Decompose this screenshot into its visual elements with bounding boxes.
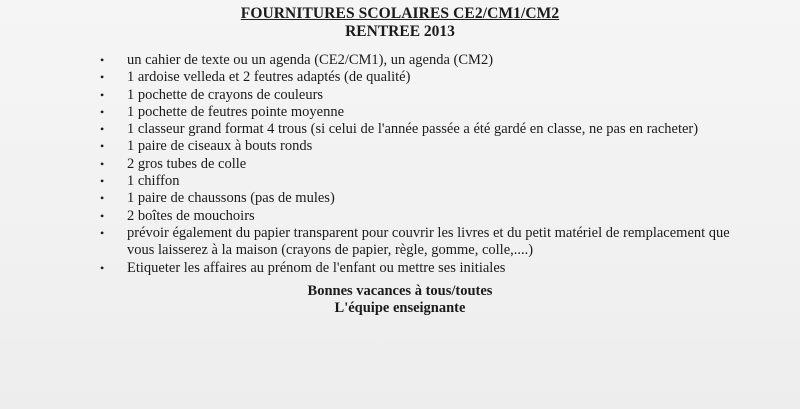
bullet-icon: • bbox=[100, 87, 105, 102]
closing-block bbox=[0, 283, 800, 317]
list-item-text: 1 paire de ciseaux à bouts ronds bbox=[127, 138, 313, 155]
list-item-text: 2 boîtes de mouchoirs bbox=[127, 207, 255, 224]
closing-signature: L'équipe enseignante bbox=[334, 300, 466, 316]
bullet-icon: • bbox=[100, 260, 105, 275]
list-item bbox=[100, 225, 732, 260]
list-item bbox=[100, 260, 740, 277]
bullet-icon: • bbox=[100, 156, 105, 171]
bullet-icon: • bbox=[100, 104, 105, 119]
bullet-icon: • bbox=[100, 53, 105, 67]
document-subtitle: RENTREE 2013 bbox=[345, 23, 455, 40]
list-item bbox=[100, 52, 740, 69]
bullet-icon: • bbox=[100, 191, 105, 206]
list-item bbox=[100, 138, 740, 155]
list-item-text: 1 ardoise velleda et 2 feutres adaptés (de qualité) bbox=[127, 69, 411, 86]
list-item-text: un cahier de texte ou un agenda (CE2/CM1), un agenda (CM2) bbox=[127, 52, 494, 68]
bullet-icon: • bbox=[100, 139, 105, 154]
list-item bbox=[100, 104, 740, 121]
closing-greeting: Bonnes vacances à tous/toutes bbox=[307, 283, 493, 299]
bullet-icon: • bbox=[100, 122, 105, 137]
list-item-text: 2 gros tubes de colle bbox=[127, 155, 247, 172]
bullet-icon: • bbox=[100, 174, 105, 189]
list-item-text: 1 pochette de crayons de couleurs bbox=[127, 86, 324, 103]
list-item-text: 1 classeur grand format 4 trous (si celui de l'année passée a été gardé en classe, ne pas en racheter) bbox=[127, 121, 699, 138]
list-item bbox=[100, 208, 740, 225]
list-item bbox=[100, 156, 740, 173]
list-item-text: Etiqueter les affaires au prénom de l'enfant ou mettre ses initiales bbox=[127, 259, 506, 276]
list-item-text: 1 pochette de feutres pointe moyenne bbox=[127, 103, 345, 120]
bullet-icon: • bbox=[100, 70, 105, 85]
list-item-text: 1 chiffon bbox=[127, 173, 180, 190]
bullet-icon: • bbox=[100, 225, 105, 240]
list-item-text: 1 paire de chaussons (pas de mules) bbox=[127, 190, 335, 207]
list-item-text: prévoir également du papier transparent pour couvrir les livres et du petit matériel de remplacement que vous laisserez à la maison (crayons de papier, règle, gomme, colle,....) bbox=[127, 224, 730, 259]
bullet-icon: • bbox=[100, 208, 105, 223]
list-item bbox=[100, 87, 740, 104]
list-item bbox=[100, 173, 740, 190]
list-item bbox=[100, 190, 740, 207]
list-item bbox=[100, 121, 740, 138]
list-item bbox=[100, 69, 740, 86]
document-title: FOURNITURES SCOLAIRES CE2/CM1/CM2 bbox=[240, 5, 560, 22]
supply-list bbox=[100, 52, 740, 277]
